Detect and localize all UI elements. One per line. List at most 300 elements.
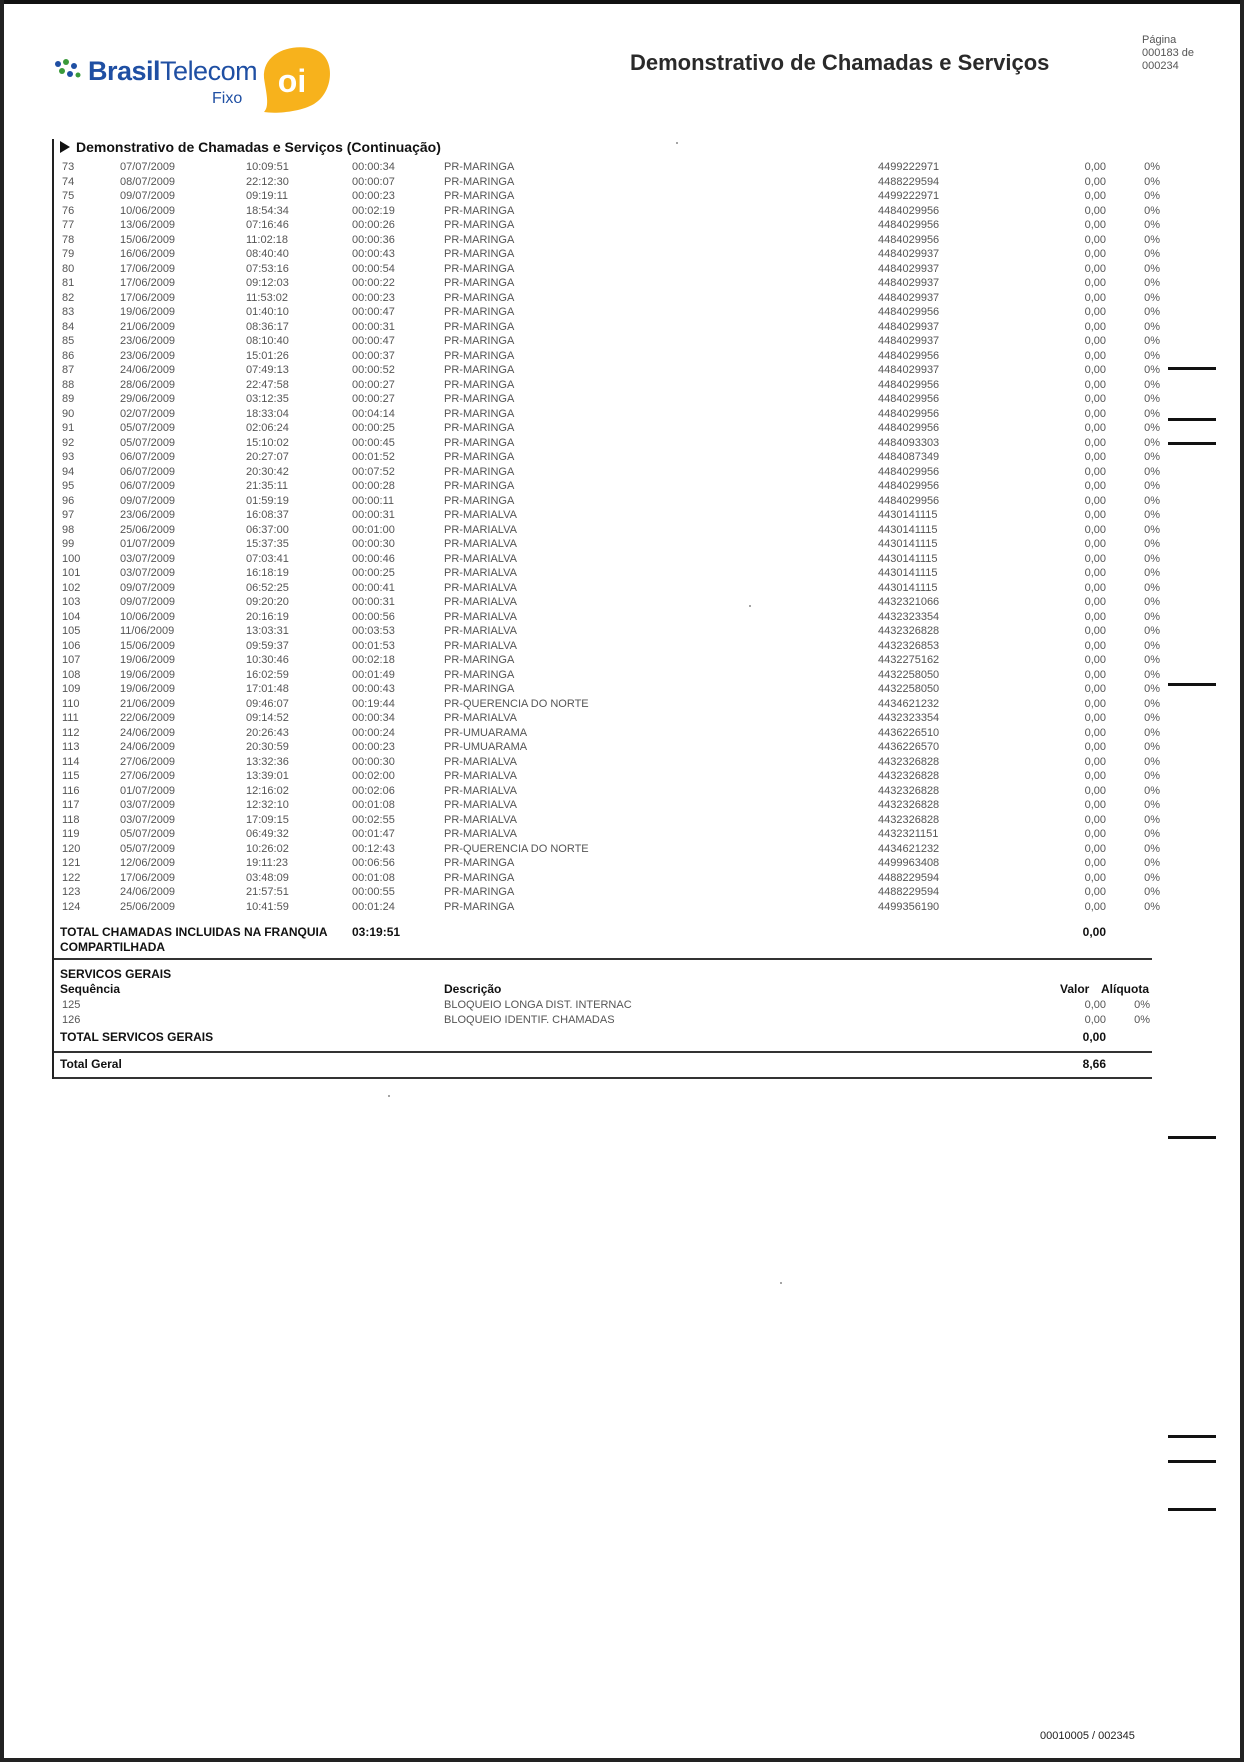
call-number: 4432258050 — [878, 683, 940, 695]
call-aliquota: 0% — [1144, 320, 1160, 333]
call-seq: 103 — [62, 596, 81, 608]
call-duration: 00:00:46 — [352, 552, 395, 565]
call-number: 4484029956 — [878, 233, 940, 246]
call-aliquota: 0% — [1144, 233, 1160, 246]
call-row — [62, 350, 1162, 365]
call-aliquota: 0% — [1144, 422, 1160, 434]
call-value: 0,00 — [1084, 161, 1106, 173]
call-duration: 00:02:00 — [352, 770, 395, 782]
call-row — [62, 683, 1162, 698]
call-row — [62, 770, 1162, 785]
call-duration: 00:00:54 — [352, 262, 395, 275]
call-date: 25/06/2009 — [120, 900, 176, 913]
call-number: 4434621232 — [878, 842, 940, 855]
call-number: 4432258050 — [878, 668, 940, 681]
call-time: 09:20:20 — [246, 596, 289, 608]
margin-mark — [1168, 418, 1216, 421]
margin-mark — [1168, 1460, 1216, 1463]
call-duration: 00:00:24 — [352, 726, 395, 739]
call-seq: 98 — [62, 523, 75, 536]
call-duration: 00:00:23 — [352, 190, 395, 202]
call-origin: PR-MARIALVA — [444, 596, 517, 608]
call-value: 0,00 — [1084, 625, 1106, 637]
call-time: 01:59:19 — [246, 494, 289, 507]
services-col-description: Descrição — [444, 982, 502, 996]
call-value: 0,00 — [1084, 697, 1106, 710]
oi-logo-text: oi — [277, 63, 307, 99]
call-origin: PR-MARINGA — [444, 233, 515, 246]
call-time: 09:59:37 — [246, 639, 289, 652]
call-seq: 100 — [62, 552, 81, 565]
call-number: 4430141115 — [878, 581, 938, 594]
call-duration: 00:00:23 — [352, 291, 395, 304]
call-origin: PR-MARINGA — [444, 175, 515, 188]
call-date: 07/07/2009 — [120, 161, 176, 173]
call-aliquota: 0% — [1144, 813, 1160, 826]
call-date: 24/06/2009 — [120, 726, 176, 739]
call-origin: PR-MARIALVA — [444, 813, 517, 826]
call-aliquota: 0% — [1144, 799, 1160, 811]
call-number: 4432326828 — [878, 625, 940, 637]
call-seq: 124 — [62, 900, 81, 913]
call-value: 0,00 — [1084, 451, 1106, 463]
call-row — [62, 596, 1162, 611]
call-origin: PR-MARINGA — [444, 407, 515, 420]
call-seq: 102 — [62, 581, 81, 594]
call-number: 4499356190 — [878, 900, 940, 913]
call-duration: 00:00:34 — [352, 712, 395, 724]
call-row — [62, 306, 1162, 321]
call-date: 03/07/2009 — [120, 552, 176, 565]
call-aliquota: 0% — [1144, 712, 1160, 724]
call-aliquota: 0% — [1144, 741, 1160, 753]
call-time: 08:40:40 — [246, 248, 289, 260]
call-row — [62, 625, 1162, 640]
call-row — [62, 756, 1162, 771]
call-origin: PR-MARINGA — [444, 871, 515, 884]
call-date: 23/06/2009 — [120, 509, 176, 521]
call-number: 4430141115 — [878, 538, 938, 550]
call-number: 4432326828 — [878, 770, 940, 782]
call-origin: PR-MARIALVA — [444, 552, 517, 565]
call-row — [62, 785, 1162, 800]
call-aliquota: 0% — [1144, 886, 1160, 898]
call-duration: 00:06:56 — [352, 857, 395, 869]
call-date: 19/06/2009 — [120, 654, 176, 666]
call-time: 07:03:41 — [246, 552, 289, 565]
call-value: 0,00 — [1084, 436, 1106, 449]
services-col-sequence: Sequência — [60, 982, 121, 996]
call-time: 20:16:19 — [246, 610, 289, 623]
call-date: 24/06/2009 — [120, 741, 176, 753]
call-origin: PR-MARINGA — [444, 320, 515, 333]
call-date: 03/07/2009 — [120, 799, 176, 811]
call-duration: 00:00:47 — [352, 306, 395, 318]
call-row — [62, 538, 1162, 553]
call-duration: 00:00:31 — [352, 509, 395, 521]
call-aliquota: 0% — [1144, 857, 1160, 869]
call-number: 4484029956 — [878, 465, 940, 478]
call-seq: 88 — [62, 378, 75, 391]
call-origin: PR-MARINGA — [444, 204, 515, 217]
calls-total-label-line1: TOTAL CHAMADAS INCLUIDAS NA FRANQUIA — [60, 925, 328, 939]
call-number: 4499222971 — [878, 161, 940, 173]
call-aliquota: 0% — [1144, 509, 1160, 521]
call-aliquota: 0% — [1144, 451, 1160, 463]
call-duration: 00:00:34 — [352, 161, 395, 173]
call-aliquota: 0% — [1144, 277, 1160, 289]
page-total: 000234 — [1142, 60, 1179, 72]
call-aliquota: 0% — [1144, 364, 1160, 376]
call-duration: 00:00:28 — [352, 480, 395, 492]
call-seq: 78 — [62, 233, 75, 246]
call-seq: 89 — [62, 393, 75, 405]
scan-speck — [749, 605, 751, 607]
call-number: 4484087349 — [878, 451, 940, 463]
service-desc: BLOQUEIO LONGA DIST. INTERNAC — [444, 999, 632, 1011]
call-aliquota: 0% — [1144, 784, 1160, 797]
call-row — [62, 712, 1162, 727]
call-date: 10/06/2009 — [120, 610, 176, 623]
call-number: 4432326828 — [878, 784, 940, 797]
call-seq: 119 — [62, 828, 80, 840]
call-time: 13:39:01 — [246, 770, 289, 782]
call-number: 4430141115 — [878, 567, 938, 579]
call-row — [62, 843, 1162, 858]
call-duration: 00:00:47 — [352, 335, 395, 347]
call-time: 02:06:24 — [246, 422, 289, 434]
document-title: Demonstrativo de Chamadas e Serviços — [630, 50, 1050, 75]
margin-mark — [1168, 1508, 1216, 1511]
call-number: 4432275162 — [878, 654, 940, 666]
call-value: 0,00 — [1084, 262, 1106, 275]
calls-total-label-line2: COMPARTILHADA — [60, 940, 166, 954]
call-date: 21/06/2009 — [120, 697, 176, 710]
call-time: 07:49:13 — [246, 364, 289, 376]
call-value: 0,00 — [1084, 248, 1106, 260]
scan-border-right — [1240, 0, 1244, 1762]
call-seq: 85 — [62, 335, 75, 347]
call-value: 0,00 — [1084, 567, 1106, 579]
call-row — [62, 799, 1162, 814]
call-seq: 122 — [62, 871, 81, 884]
call-row — [62, 466, 1162, 481]
call-value: 0,00 — [1084, 726, 1106, 739]
call-time: 18:33:04 — [246, 407, 289, 420]
call-aliquota: 0% — [1144, 190, 1160, 202]
call-value: 0,00 — [1084, 422, 1106, 434]
call-value: 0,00 — [1084, 306, 1106, 318]
calls-table — [62, 161, 1162, 915]
call-row — [62, 277, 1162, 292]
call-value: 0,00 — [1084, 494, 1106, 507]
call-seq: 96 — [62, 494, 75, 507]
call-origin: PR-MARIALVA — [444, 625, 517, 637]
call-duration: 00:00:11 — [352, 494, 395, 507]
call-aliquota: 0% — [1144, 842, 1160, 855]
call-seq: 106 — [62, 639, 81, 652]
call-origin: PR-QUERENCIA DO NORTE — [444, 842, 589, 855]
grand-total-label: Total Geral — [60, 1057, 122, 1071]
call-value: 0,00 — [1084, 683, 1106, 695]
call-row — [62, 814, 1162, 829]
call-row — [62, 335, 1162, 350]
call-time: 13:03:31 — [246, 625, 289, 637]
call-number: 4436226510 — [878, 726, 940, 739]
call-row — [62, 553, 1162, 568]
call-date: 11/06/2009 — [120, 625, 175, 637]
call-time: 11:02:18 — [246, 233, 289, 246]
call-aliquota: 0% — [1144, 378, 1160, 391]
call-date: 02/07/2009 — [120, 407, 176, 420]
call-seq: 121 — [62, 857, 81, 869]
call-value: 0,00 — [1084, 349, 1106, 362]
call-origin: PR-MARINGA — [444, 335, 515, 347]
service-aliquota: 0% — [1134, 1014, 1150, 1026]
call-time: 20:30:42 — [246, 465, 289, 478]
footer-code: 00010005 / 002345 — [1040, 1730, 1135, 1742]
call-origin: PR-MARIALVA — [444, 509, 517, 521]
call-origin: PR-MARINGA — [444, 349, 515, 362]
divider — [54, 1051, 1152, 1053]
call-aliquota: 0% — [1144, 393, 1160, 405]
call-date: 19/06/2009 — [120, 668, 176, 681]
brasiltelecom-mark-icon — [52, 58, 82, 80]
call-origin: PR-MARINGA — [444, 683, 515, 695]
call-time: 16:02:59 — [246, 668, 289, 681]
margin-mark — [1168, 442, 1216, 445]
call-value: 0,00 — [1084, 523, 1106, 536]
call-origin: PR-MARINGA — [444, 480, 515, 492]
call-duration: 00:01:00 — [352, 523, 395, 536]
call-aliquota: 0% — [1144, 523, 1160, 536]
call-duration: 00:02:19 — [352, 204, 395, 217]
call-date: 28/06/2009 — [120, 378, 176, 391]
call-origin: PR-MARIALVA — [444, 828, 517, 840]
services-total-label: TOTAL SERVICOS GERAIS — [60, 1030, 214, 1044]
call-row — [62, 480, 1162, 495]
service-aliquota: 0% — [1134, 999, 1150, 1011]
call-value: 0,00 — [1084, 364, 1106, 376]
call-time: 20:27:07 — [246, 451, 289, 463]
call-date: 29/06/2009 — [120, 393, 176, 405]
call-row — [62, 524, 1162, 539]
call-time: 07:53:16 — [246, 262, 289, 275]
call-row — [62, 219, 1162, 234]
call-value: 0,00 — [1084, 813, 1106, 826]
call-date: 19/06/2009 — [120, 683, 176, 695]
call-duration: 00:01:47 — [352, 828, 395, 840]
call-time: 09:19:11 — [246, 190, 289, 202]
services-total-value: 0,00 — [1082, 1030, 1106, 1044]
call-time: 01:40:10 — [246, 306, 289, 318]
call-origin: PR-MARINGA — [444, 262, 515, 275]
call-number: 4484029956 — [878, 306, 940, 318]
call-origin: PR-MARINGA — [444, 161, 515, 173]
call-origin: PR-MARIALVA — [444, 799, 517, 811]
call-row — [62, 567, 1162, 582]
call-seq: 93 — [62, 451, 75, 463]
call-aliquota: 0% — [1144, 262, 1160, 275]
call-time: 18:54:34 — [246, 204, 289, 217]
call-row — [62, 234, 1162, 249]
call-duration: 00:00:22 — [352, 277, 395, 289]
services-col-value: Valor — [1060, 982, 1090, 996]
call-duration: 00:00:41 — [352, 581, 395, 594]
call-row — [62, 654, 1162, 669]
call-origin: PR-UMUARAMA — [444, 741, 528, 753]
call-seq: 114 — [62, 755, 80, 768]
call-number: 4484029956 — [878, 349, 940, 362]
call-value: 0,00 — [1084, 639, 1106, 652]
call-number: 4432321151 — [878, 828, 939, 840]
call-duration: 00:00:36 — [352, 233, 395, 246]
call-origin: PR-MARIALVA — [444, 784, 517, 797]
call-date: 17/06/2009 — [120, 277, 176, 289]
call-row — [62, 872, 1162, 887]
margin-mark — [1168, 1136, 1216, 1139]
call-aliquota: 0% — [1144, 248, 1160, 260]
call-duration: 00:02:18 — [352, 654, 395, 666]
call-date: 27/06/2009 — [120, 770, 176, 782]
call-row — [62, 857, 1162, 872]
call-time: 08:10:40 — [246, 335, 289, 347]
call-time: 13:32:36 — [246, 755, 289, 768]
call-duration: 00:00:56 — [352, 610, 395, 623]
services-col-aliquota: Alíquota — [1101, 982, 1149, 996]
call-time: 16:08:37 — [246, 509, 289, 521]
call-time: 15:37:35 — [246, 538, 289, 550]
call-value: 0,00 — [1084, 378, 1106, 391]
call-aliquota: 0% — [1144, 900, 1160, 913]
call-time: 10:26:02 — [246, 842, 289, 855]
call-time: 06:37:00 — [246, 523, 289, 536]
call-row — [62, 741, 1162, 756]
call-seq: 123 — [62, 886, 81, 898]
triangle-right-icon — [60, 141, 70, 153]
scan-border-top — [0, 0, 1244, 4]
call-row — [62, 176, 1162, 191]
call-time: 12:16:02 — [246, 784, 289, 797]
margin-mark — [1168, 1435, 1216, 1438]
call-seq: 77 — [62, 219, 75, 231]
service-seq: 125 — [62, 999, 81, 1011]
call-number: 4484029937 — [878, 320, 940, 333]
call-origin: PR-MARINGA — [444, 436, 515, 449]
call-origin: PR-MARINGA — [444, 190, 515, 202]
call-seq: 83 — [62, 306, 75, 318]
call-value: 0,00 — [1084, 480, 1106, 492]
call-aliquota: 0% — [1144, 770, 1160, 782]
call-number: 4484029956 — [878, 219, 940, 231]
call-seq: 94 — [62, 465, 75, 478]
call-date: 05/07/2009 — [120, 436, 176, 449]
page-current: 000183 de — [1142, 47, 1194, 59]
call-time: 17:01:48 — [246, 683, 289, 695]
call-date: 13/06/2009 — [120, 219, 176, 231]
call-time: 20:26:43 — [246, 726, 289, 739]
call-time: 06:52:25 — [246, 581, 289, 594]
call-origin: PR-MARIALVA — [444, 712, 517, 724]
call-aliquota: 0% — [1144, 639, 1160, 652]
call-seq: 75 — [62, 190, 75, 202]
call-time: 20:30:59 — [246, 741, 289, 753]
call-value: 0,00 — [1084, 596, 1106, 608]
call-seq: 97 — [62, 509, 75, 521]
call-number: 4484029937 — [878, 291, 940, 304]
call-row — [62, 292, 1162, 307]
call-row — [62, 669, 1162, 684]
call-number: 4499222971 — [878, 190, 940, 202]
call-duration: 00:01:08 — [352, 871, 395, 884]
call-origin: PR-MARINGA — [444, 654, 515, 666]
call-time: 10:09:51 — [246, 161, 289, 173]
call-value: 0,00 — [1084, 828, 1106, 840]
call-row — [62, 509, 1162, 524]
call-duration: 00:00:37 — [352, 349, 395, 362]
call-number: 4432323354 — [878, 712, 940, 724]
call-seq: 80 — [62, 262, 75, 275]
call-row — [62, 727, 1162, 742]
call-aliquota: 0% — [1144, 291, 1160, 304]
call-seq: 73 — [62, 161, 75, 173]
call-origin: PR-MARIALVA — [444, 610, 517, 623]
call-number: 4484029956 — [878, 422, 940, 434]
scan-speck — [780, 1282, 782, 1284]
call-origin: PR-MARINGA — [444, 886, 515, 898]
call-value: 0,00 — [1084, 799, 1106, 811]
call-origin: PR-MARINGA — [444, 451, 515, 463]
call-row — [62, 205, 1162, 220]
call-duration: 00:00:30 — [352, 538, 395, 550]
call-number: 4484029937 — [878, 335, 940, 347]
call-seq: 116 — [62, 784, 80, 797]
call-date: 16/06/2009 — [120, 248, 176, 260]
page-number — [1142, 34, 1212, 73]
call-date: 05/07/2009 — [120, 842, 176, 855]
call-date: 23/06/2009 — [120, 335, 176, 347]
call-date: 09/07/2009 — [120, 494, 176, 507]
call-aliquota: 0% — [1144, 668, 1160, 681]
call-duration: 00:00:25 — [352, 422, 395, 434]
call-duration: 00:00:45 — [352, 436, 395, 449]
call-value: 0,00 — [1084, 581, 1106, 594]
call-duration: 00:00:27 — [352, 378, 395, 391]
call-aliquota: 0% — [1144, 480, 1160, 492]
call-seq: 108 — [62, 668, 81, 681]
call-duration: 00:00:52 — [352, 364, 395, 376]
call-seq: 101 — [62, 567, 81, 579]
call-aliquota: 0% — [1144, 306, 1160, 318]
call-seq: 117 — [62, 799, 80, 811]
call-date: 03/07/2009 — [120, 813, 176, 826]
call-origin: PR-MARINGA — [444, 219, 515, 231]
call-value: 0,00 — [1084, 712, 1106, 724]
call-date: 17/06/2009 — [120, 871, 176, 884]
divider — [54, 958, 1152, 960]
call-duration: 00:00:07 — [352, 175, 395, 188]
call-row — [62, 582, 1162, 597]
call-value: 0,00 — [1084, 784, 1106, 797]
brand-name: BrasilTelecom — [88, 56, 258, 86]
call-origin: PR-MARINGA — [444, 422, 515, 434]
call-seq: 109 — [62, 683, 81, 695]
call-time: 22:47:58 — [246, 378, 289, 391]
call-number: 4484029937 — [878, 364, 940, 376]
call-value: 0,00 — [1084, 393, 1106, 405]
call-origin: PR-UMUARAMA — [444, 726, 528, 739]
call-seq: 111 — [62, 712, 79, 724]
